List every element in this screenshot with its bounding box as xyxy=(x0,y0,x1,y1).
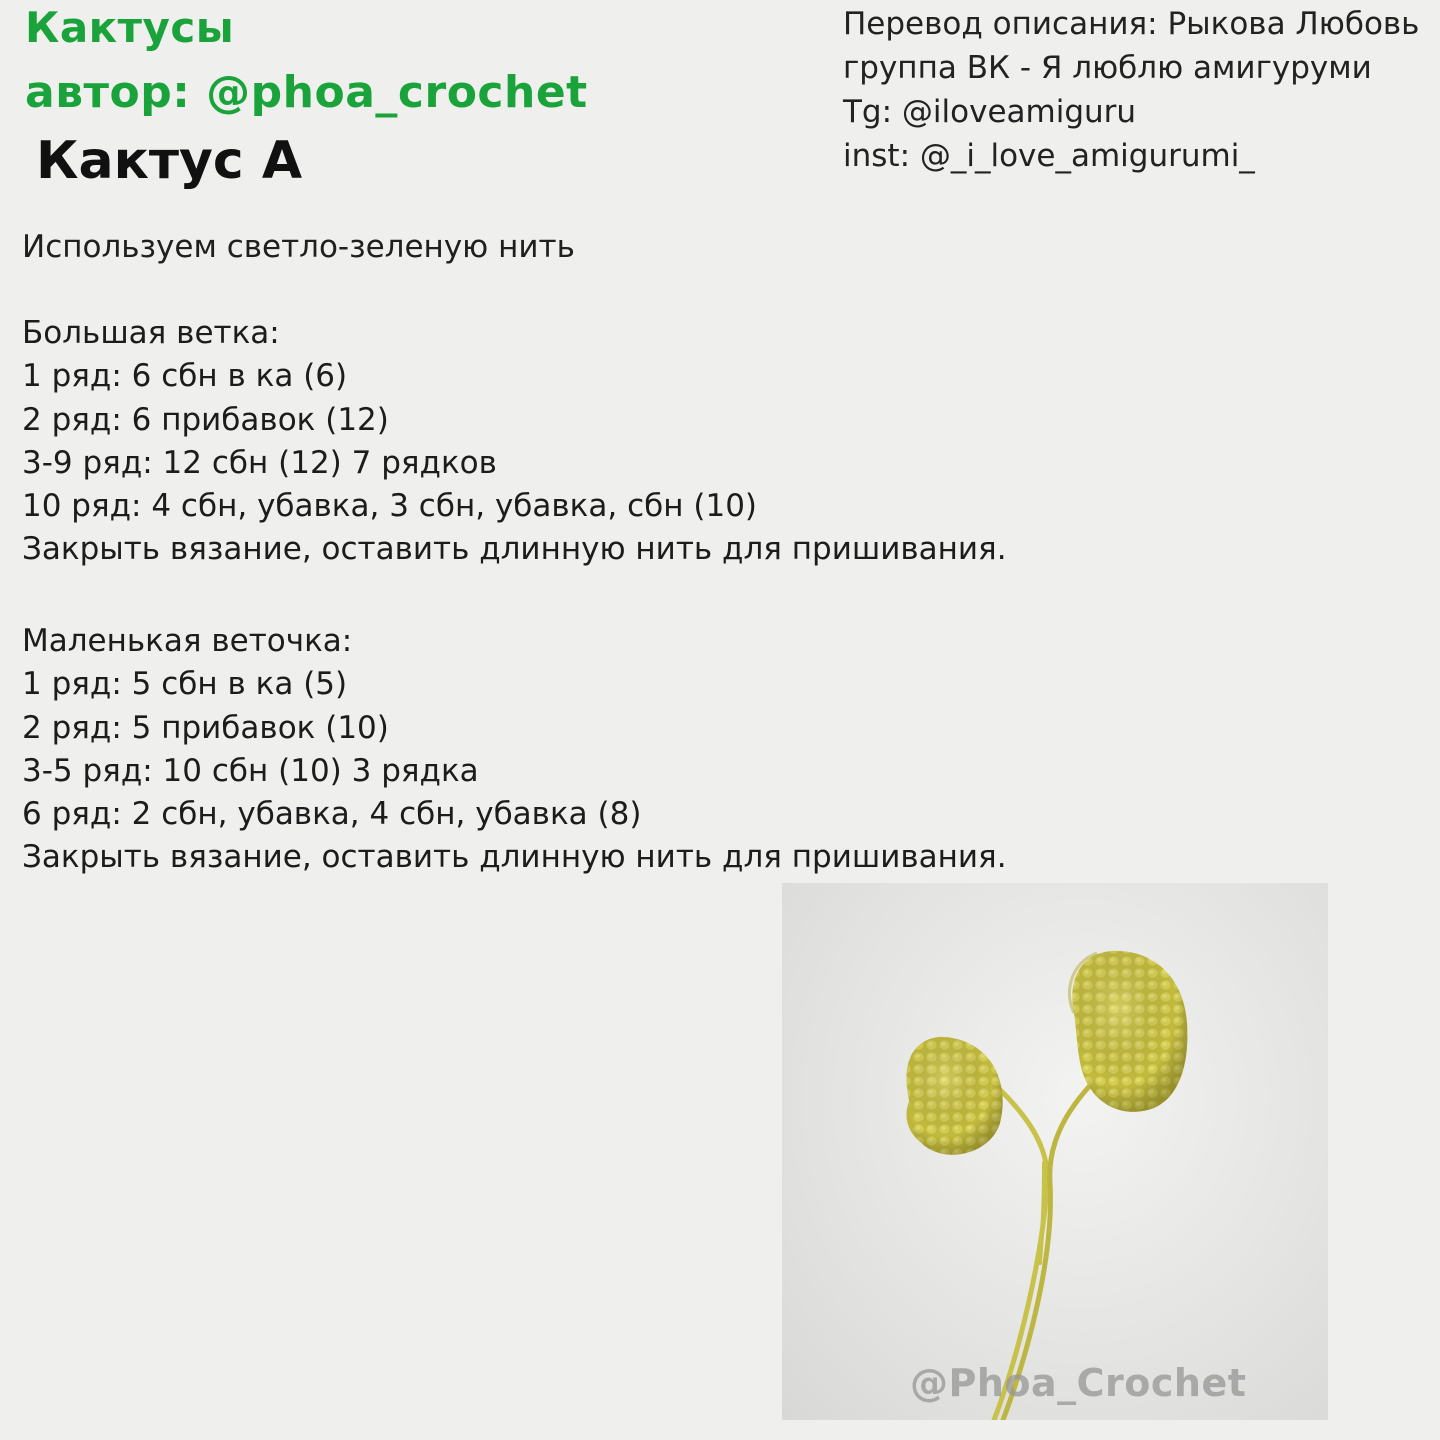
page-title: Кактусы xyxy=(25,3,235,52)
translation-credits xyxy=(843,2,1440,178)
yarn-tail xyxy=(1040,1163,1044,1263)
credit-line: группа ВК - Я люблю амигуруми xyxy=(843,50,1372,86)
small-branch-shape xyxy=(897,1037,1010,1162)
pattern-row: 3-5 ряд: 10 сбн (10) 3 рядка xyxy=(22,752,479,789)
credit-line: inst: @_i_love_amigurumi_ xyxy=(843,138,1255,174)
yarn-note: Используем светло-зеленую нить xyxy=(22,229,575,265)
pattern-row: Закрыть вязание, оставить длинную нить для пришивания. xyxy=(22,839,1007,876)
pattern-row: 2 ряд: 6 прибавок (12) xyxy=(22,401,389,438)
small-branch-section xyxy=(22,620,1007,880)
big-branch-section xyxy=(22,312,1007,572)
section-heading: Большая ветка: xyxy=(22,315,280,351)
photo-watermark: @Phoa_Crochet xyxy=(910,1361,1247,1405)
pattern-row: 2 ряд: 5 прибавок (10) xyxy=(22,709,389,746)
pattern-row: 1 ряд: 5 сбн в ка (5) xyxy=(22,666,348,703)
pattern-row: Закрыть вязание, оставить длинную нить для пришивания. xyxy=(22,531,1007,568)
pattern-row: 3-9 ряд: 12 сбн (12) 7 рядков xyxy=(22,444,497,481)
author-line: автор: @phoa_crochet xyxy=(25,67,588,118)
section-heading: Маленькая веточка: xyxy=(22,623,353,659)
credit-line: Tg: @iloveamiguru xyxy=(843,94,1137,130)
pattern-row: 6 ряд: 2 сбн, убавка, 4 сбн, убавка (8) xyxy=(22,796,642,833)
pattern-subtitle: Кактус А xyxy=(36,131,303,191)
credit-line: Перевод описания: Рыкова Любовь xyxy=(843,6,1420,42)
crochet-photo xyxy=(782,883,1328,1420)
crochet-branches-illustration xyxy=(782,883,1328,1420)
pattern-row: 1 ряд: 6 сбн в ка (6) xyxy=(22,358,348,395)
pattern-row: 10 ряд: 4 сбн, убавка, 3 сбн, убавка, сбн (10) xyxy=(22,488,758,525)
